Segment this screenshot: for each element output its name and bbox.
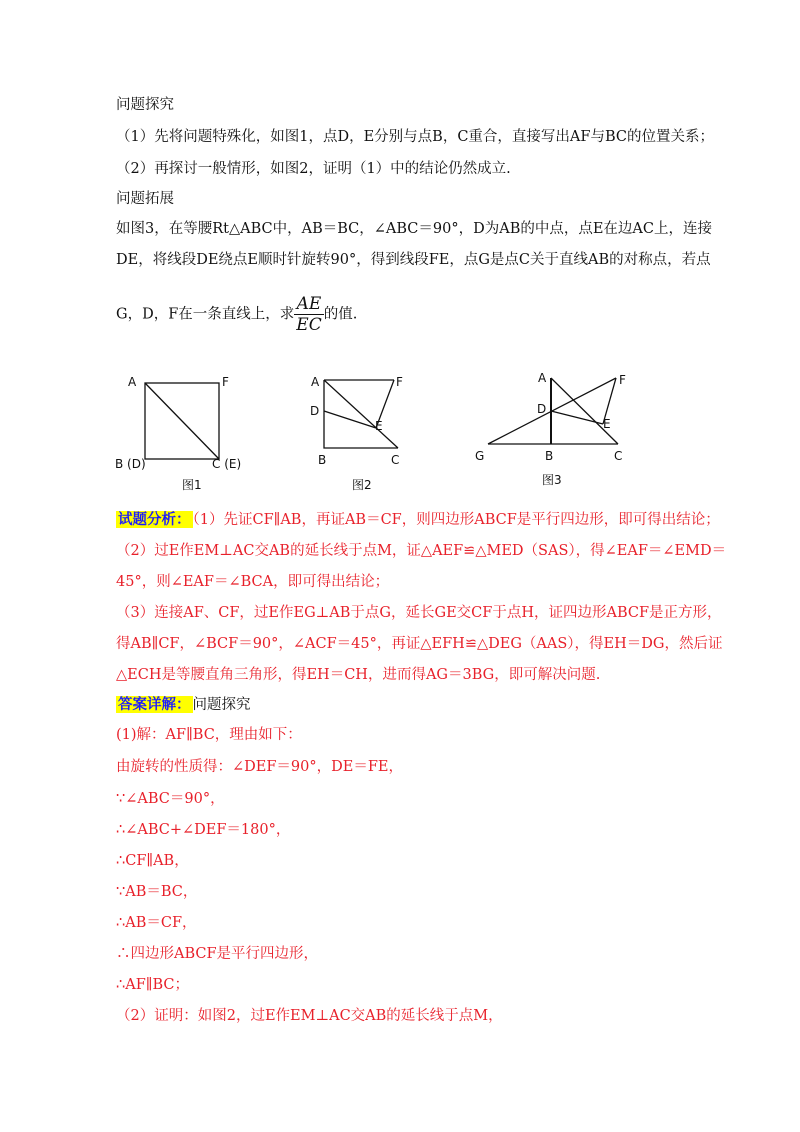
label-a: A: [128, 375, 137, 389]
analysis-tag: 试题分析：: [118, 511, 191, 528]
label-c-e: C (E): [212, 457, 242, 471]
figure-caption: 图3: [542, 473, 562, 487]
text-line: （2）证明：如图2，过E作EM⊥AC交AB的延长线于点M，: [116, 1008, 503, 1024]
text-line: ∴AB＝CF，: [116, 915, 197, 931]
label-d: D: [537, 402, 547, 416]
label-b: B: [318, 453, 327, 467]
text-line: （1）先将问题特殊化，如图1，点D，E分别与点B，C重合，直接写出AF与BC的位置关系；: [116, 129, 714, 145]
label-e: E: [603, 417, 611, 431]
label-f: F: [619, 373, 626, 387]
label-d: D: [310, 404, 320, 418]
figure-3: [470, 368, 640, 488]
label-c: C: [614, 449, 623, 463]
label-f: F: [396, 375, 403, 389]
analysis-line-5: 得AB∥CF，∠BCF＝90°，∠ACF＝45°，再证△EFH≌△DEG（AAS），得EH＝DG，然后证: [116, 636, 723, 652]
fraction: $\frac{AE}{EC}$: [296, 294, 322, 335]
figure-2: [305, 372, 415, 492]
text-line: 问题探究: [116, 97, 174, 113]
analysis-line-2: （2）过E作EM⊥AC交AB的延长线于点M，证△AEF≌△MED（SAS），得∠EAF＝∠EMD＝: [116, 543, 727, 559]
answer-tag: 答案详解：: [118, 696, 191, 713]
segment-ac: [551, 378, 618, 444]
label-b: B: [545, 449, 554, 463]
text-line: 如图3，在等腰Rt△ABC中，AB＝BC，∠ABC＝90°，D为AB的中点，点E在边AC上，连接: [116, 221, 712, 237]
answer-heading: 答案详解： 问题探究: [118, 696, 251, 713]
text-line: ∵AB＝BC，: [116, 884, 198, 900]
label-a: A: [538, 371, 547, 385]
text-line: ∵∠ABC＝90°，: [116, 791, 225, 807]
label-b-d: B (D): [115, 457, 146, 471]
segment-de: [324, 411, 376, 428]
text-line: ∴∠ABC+∠DEF＝180°，: [116, 822, 291, 838]
text-line: 问题拓展: [116, 191, 174, 207]
analysis-line-1: 试题分析： （1）先证CF∥AB，再证AB＝CF，则四边形ABCF是平行四边形，即可得出结论；: [118, 511, 720, 528]
question-final-line: G，D，F在一条直线上，求 $\frac{AE}{EC}$ 的值.: [116, 294, 358, 335]
figure-caption: 图1: [182, 478, 202, 492]
analysis-line-4: （3）连接AF、CF，过E作EG⊥AB于点G，延长GE交CF于点H，证四边形ABCF是正方形，: [116, 605, 722, 621]
label-g: G: [475, 449, 485, 463]
label-f: F: [222, 375, 229, 389]
analysis-line-6: △ECH是等腰直角三角形，得EH＝CH，进而得AG＝3BG，即可解决问题.: [116, 667, 601, 683]
text-line: ∴CF∥AB，: [116, 853, 189, 869]
text-line: (1)解：AF∥BC，理由如下：: [116, 727, 302, 743]
segment-de: [551, 411, 603, 424]
text-line: 由旋转的性质得：∠DEF＝90°，DE＝FE，: [116, 759, 403, 775]
text-line: DE，将线段DE绕点E顺时针旋转90°，得到线段FE，点G是点C关于直线AB的对称点，若点: [116, 252, 711, 268]
label-e: E: [375, 419, 383, 433]
label-a: A: [311, 375, 320, 389]
diagonal-ac: [145, 383, 219, 459]
figure-caption: 图2: [352, 478, 372, 492]
figure-1: [115, 372, 255, 492]
analysis-line-3: 45°，则∠EAF＝∠BCA，即可得出结论；: [116, 574, 390, 590]
label-c: C: [391, 453, 400, 467]
text-line: ∴AF∥BC；: [116, 977, 189, 993]
text-line: （2）再探讨一般情形，如图2，证明（1）中的结论仍然成立.: [116, 161, 511, 177]
text-line: ∴四边形ABCF是平行四边形，: [116, 946, 319, 962]
